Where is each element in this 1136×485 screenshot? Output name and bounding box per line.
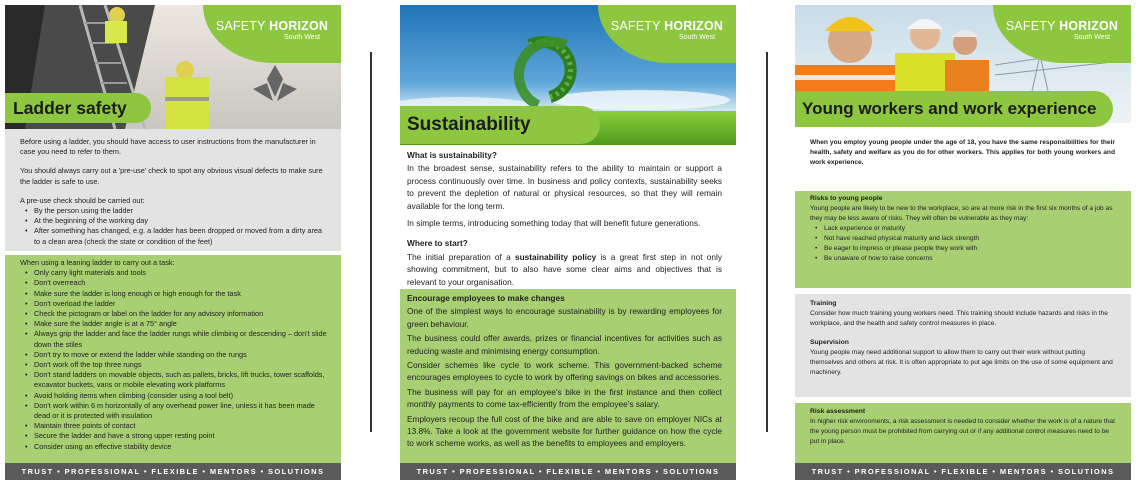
logo-region: South West xyxy=(678,34,716,41)
list-item: • Make sure the ladder angle is at a 75° angle xyxy=(20,319,329,329)
page-title: Sustainability xyxy=(400,106,600,144)
logo-wordmark: SAFETY HORIZON xyxy=(215,19,329,33)
leaning-ladder-section xyxy=(5,255,341,463)
list-item: • By the person using the ladder xyxy=(20,206,329,216)
risks-section xyxy=(795,191,1131,288)
risks-heading: Risks to young people xyxy=(810,195,883,202)
encourage-heading: Encourage employees to make changes xyxy=(407,293,565,303)
training-supervision-section xyxy=(795,294,1131,397)
leaning-list xyxy=(20,268,329,452)
list-item: • Be eager to impress or please people they work with xyxy=(810,244,1115,254)
list-item: • Consider using an effective stability device xyxy=(20,442,329,452)
list-item: • After something has changed, e.g. a ladder has been dropped or moved from a dirty area to a clean area (check the state or condition of the feet) xyxy=(20,226,329,246)
page-title: Ladder safety xyxy=(5,93,151,123)
question-heading: Where to start? xyxy=(407,238,468,249)
list-item: • Avoid holding items when climbing (consider using a tool belt) xyxy=(20,391,329,401)
footer-tagline: TRUST • PROFESSIONAL • FLEXIBLE • MENTORS • SOLUTIONS xyxy=(400,463,736,480)
list-item: • Don't work within 6 m horizontally of any overhead power line, unless it has been made dead or it is protected with insulation xyxy=(20,401,329,421)
list-item: • Always grip the ladder and face the ladder rungs while climbing or descending – don't slide down the stiles xyxy=(20,329,329,349)
answer-paragraph: The initial preparation of a sustainability policy is a great first step in not only showing commitment, but to also have some clear aims and objectives that is relevant to your organisation. xyxy=(407,251,722,287)
encourage-paragraph: Employers recoup the full cost of the bike and are able to save on employer NICs at 13.8%. Take a look at the government website for further guidance on how the cycle to work scheme works, as well as the benefits to employees and employers. xyxy=(407,413,722,449)
list-item: • Check the pictogram or label on the ladder for any advisory information xyxy=(20,309,329,319)
supervision-heading: Supervision xyxy=(810,339,849,346)
page-divider xyxy=(766,52,768,432)
risk-assessment-section xyxy=(795,403,1131,463)
logo-region: South West xyxy=(1073,34,1111,41)
training-paragraph: Consider how much training young workers need. This training should include hazards and risks in the workplace, and the health and safety control measures in place. xyxy=(810,310,1108,327)
list-item: • Only carry light materials and tools xyxy=(20,268,329,278)
precheck-list xyxy=(20,206,329,247)
risks-paragraph: Young people are likely to be new to the workplace, so are at more risk in the first six months of a job as they may be less aware of risks. They will often be vulnerable as they may: xyxy=(810,205,1113,222)
precheck-heading: A pre-use check should be carried out: xyxy=(20,195,145,205)
assessment-heading: Risk assessment xyxy=(810,408,866,415)
page-title: Young workers and work experience xyxy=(795,91,1113,127)
list-item: • Don't overreach xyxy=(20,278,329,288)
footer-tagline: TRUST • PROFESSIONAL • FLEXIBLE • MENTORS • SOLUTIONS xyxy=(5,463,341,480)
sustainability-intro-section xyxy=(400,149,736,297)
question-heading: What is sustainability? xyxy=(407,150,497,160)
list-item: • Don't try to move or extend the ladder while standing on the rungs xyxy=(20,350,329,360)
list-item: • Don't overload the ladder xyxy=(20,299,329,309)
logo-region: South West xyxy=(283,34,321,41)
assessment-paragraph: In higher risk environments, a risk assessment is needed to consider whether the work is of a nature that the young person must be prohibited from carrying out or if any additional control measures need to be put in place. xyxy=(810,418,1115,445)
encourage-paragraph: The business could offer awards, prizes or financial incentives for activities such as reducing waste and minimising energy consumption. xyxy=(407,333,722,356)
intro-paragraph: You should always carry out a 'pre-use' check to spot any obvious visual defects to make sure the ladder is safe to use. xyxy=(20,166,323,186)
leaning-heading: When using a leaning ladder to carry out a task: xyxy=(20,258,175,267)
answer-paragraph: In the broadest sense, sustainability refers to the ability to maintain or support a process continuously over time. In business and policy contexts, sustainability seeks to prevent the depletion of natural or physical resources, so that they will remain available for the long term. xyxy=(407,163,722,211)
supervision-paragraph: Young people may need additional support to allow them to carry out their work without putting themselves and others at risk. It is often appropriate to put age limits on the use of some equipment and machinery. xyxy=(810,349,1113,376)
list-item: • Not have reached physical maturity and lack strength xyxy=(810,234,1115,244)
page-divider xyxy=(370,52,372,432)
intro-paragraph: Before using a ladder, you should have access to user instructions from the manufacturer in case you need to refer to them. xyxy=(20,137,316,157)
answer-paragraph: In simple terms, introducing something today that will benefit future generations. xyxy=(407,218,701,229)
list-item: • Don't work off the top three rungs xyxy=(20,360,329,370)
list-item: • Lack experience or maturity xyxy=(810,224,1115,234)
logo-wordmark: SAFETY HORIZON xyxy=(610,19,724,33)
encourage-paragraph: Consider schemes like cycle to work scheme. This government-backed scheme encourages employees to cycle to work by offering savings on bikes and accessories. xyxy=(407,360,722,383)
training-heading: Training xyxy=(810,300,837,307)
risks-list xyxy=(810,224,1115,264)
sustainability-page xyxy=(400,5,736,480)
young-workers-page xyxy=(795,5,1131,480)
encourage-paragraph: One of the simplest ways to encourage sustainability is by rewarding employees for green behaviour. xyxy=(407,306,722,329)
encourage-employees-section xyxy=(400,289,736,464)
list-item: • At the beginning of the working day xyxy=(20,216,329,226)
ladder-intro-section xyxy=(5,129,341,251)
list-item: • Maintain three points of contact xyxy=(20,421,329,431)
encourage-paragraph: The business will pay for an employee's bike in the first instance and then collect monthly payments to come tax-efficiently from the employee's salary. xyxy=(407,386,722,410)
footer-tagline: TRUST • PROFESSIONAL • FLEXIBLE • MENTORS • SOLUTIONS xyxy=(795,463,1131,480)
logo-wordmark: SAFETY HORIZON xyxy=(1005,19,1119,33)
young-intro-paragraph: When you employ young people under the age of 18, you have the same responsibilities for their health, safety and welfare as you do for other workers. This applies for both young workers and work experience. xyxy=(810,139,1115,166)
list-item: • Secure the ladder and have a strong upper resting point xyxy=(20,431,329,441)
list-item: • Don't stand ladders on movable objects, such as pallets, bricks, lift trucks, tower scaffolds, excavator buckets, vans or mobile elevating work platforms xyxy=(20,370,329,390)
list-item: • Be unaware of how to raise concerns xyxy=(810,254,1115,264)
ladder-safety-page xyxy=(5,5,341,480)
list-item: • Make sure the ladder is long enough or high enough for the task xyxy=(20,289,329,299)
